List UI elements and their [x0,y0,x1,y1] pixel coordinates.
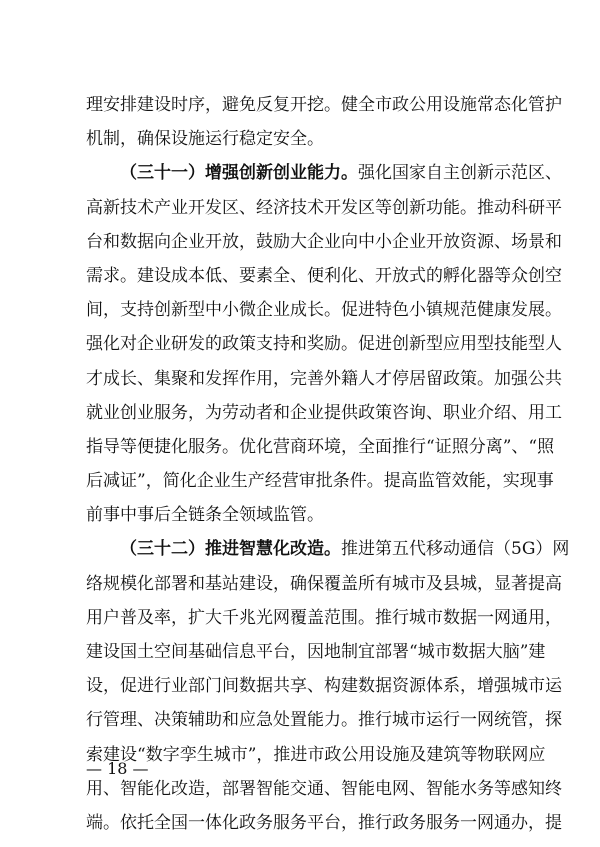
text-line: 用、智能化改造，部署智能交通、智能电网、智能水务等感知终 [86,778,562,799]
text-line: 设，促进行业部门间数据共享、构建数据资源体系，增强城市运 [86,676,562,697]
text-line: 行管理、决策辅助和应急处置能力。推行城市运行一网统管，探 [86,710,562,731]
text-line: 络规模化部署和基站建设，确保覆盖所有城市及县城，显著提高 [86,573,562,594]
text-line: 前事中事后全链条全领域监管。 [86,505,324,526]
text-line: 用户普及率，扩大千兆光网覆盖范围。推行城市数据一网通用， [86,607,562,628]
text-line: 间，支持创新型中小微企业成长。促进特色小镇规范健康发展。 [86,300,562,321]
text-run: 推进第五代移动通信（5G）网 [341,539,570,560]
text-line: 理安排建设时序，避免反复开挖。健全市政公用设施常态化管护 [86,95,562,115]
text-line: 高新技术产业开发区、经济技术开发区等创新功能。推动科研平 [86,197,562,218]
text-line: 才成长、集聚和发挥作用，完善外籍人才停居留政策。加强公共 [86,368,562,389]
text-line: 后减证”，简化企业生产经营审批条件。提高监管效能，实现事 [86,471,554,492]
section-31-first-line [86,156,562,190]
text-run: 强化国家自主创新示范区、 [358,163,562,184]
text-line: 指导等便捷化服务。优化营商环境，全面推行“证照分离”、“照 [86,436,555,457]
section-heading: （三十二）推进智慧化改造。 [120,539,341,560]
text-line: 台和数据向企业开放，鼓励大企业向中小企业开放资源、场景和 [86,231,562,252]
text-line: 建设国土空间基础信息平台，因地制宜部署“城市数据大脑”建 [86,642,546,662]
text-line: 就业创业服务，为劳动者和企业提供政策咨询、职业介绍、用工 [86,402,562,423]
section-32-first-line [86,532,570,566]
text-line: 需求。建设成本低、要素全、便利化、开放式的孵化器等众创空 [86,265,562,286]
body-text [86,88,570,840]
page-number: — 18 — [86,759,149,778]
text-line: 机制，确保设施运行稳定安全。 [86,129,324,150]
text-line: 索建设“数字孪生城市”，推进市政公用设施及建筑等物联网应 [86,744,546,765]
text-line: 强化对企业研发的政策支持和奖励。促进创新型应用型技能型人 [86,334,562,355]
section-heading: （三十一）增强创新创业能力。 [120,163,358,184]
text-line: 端。依托全国一体化政务服务平台，推行政务服务一网通办，提 [86,812,562,833]
